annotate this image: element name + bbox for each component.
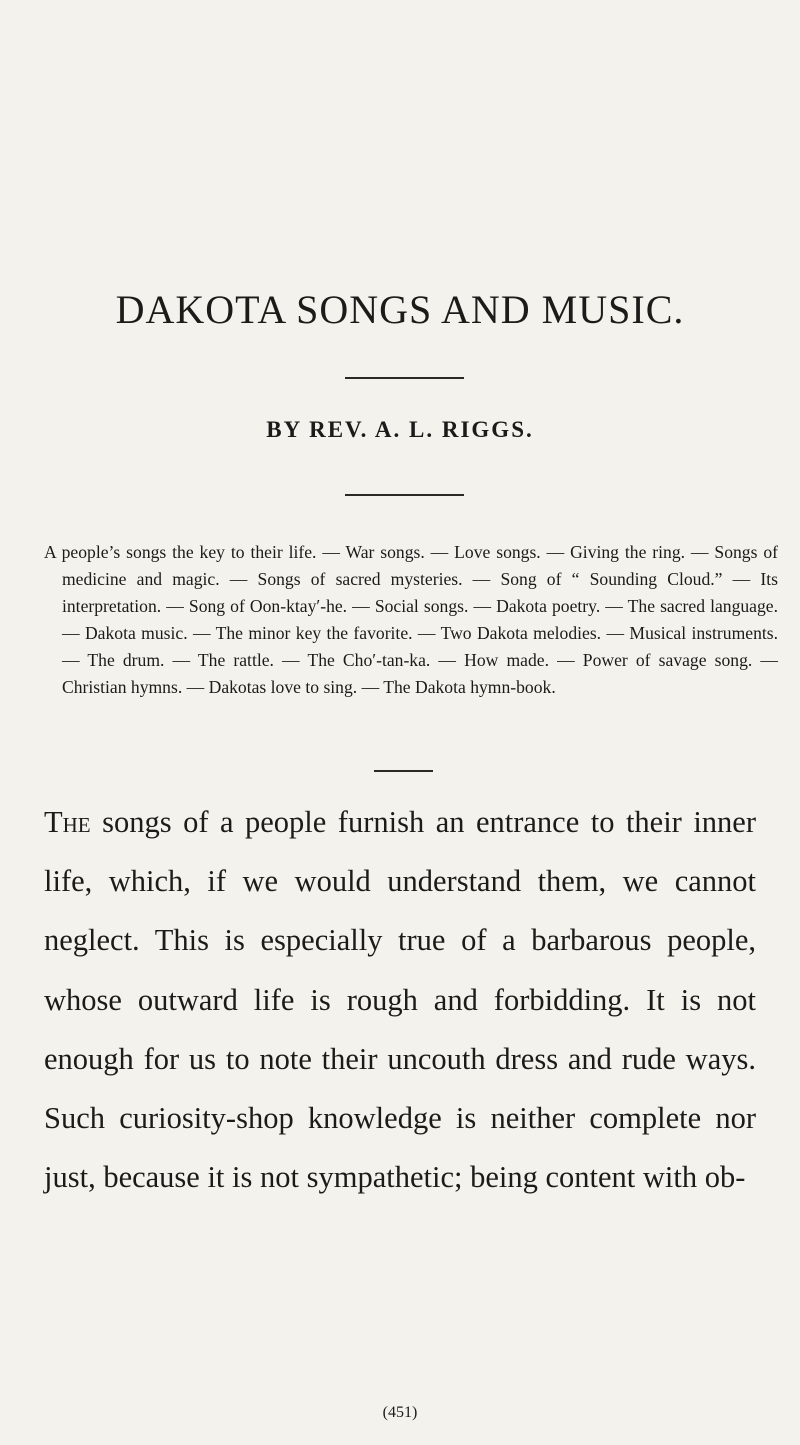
chapter-synopsis: A people’s songs the key to their life. — War songs. — Love songs. — Giving the ring. — Songs of medicine and magic. — Songs of sacred mysteries. — Song of “ Sounding Cloud.” — Its interpretation. — Song of Oon-ktay′-he. — Social songs. — Dakota poetry. — The sacred language. — Dakota music. — The minor key the favorite. — Two Dakota melodies. — Musical instruments. — The drum. — The rattle. — The Cho′-tan-ka. — How made. — Power of savage song. — Christian hymns. — Dakotas love to sing. — The Dakota hymn-book. — [44, 542, 778, 697]
byline-rule — [345, 494, 464, 496]
page-number: (451) — [382, 1404, 418, 1421]
section-rule — [374, 770, 433, 772]
opening-word: The — [44, 805, 91, 839]
author-byline: BY REV. A. L. RIGGS. — [266, 417, 534, 442]
paragraph-text: songs of a people furnish an entrance to their inner life, which, if we would understand them, we cannot neglect. This is especially true of a barbarous people, whose outward life is rough and forbidding. It is not enough for us to note their uncouth dress and rude ways. Such curiosity-shop knowledge is neither complete nor just, because it is not sympathetic; being content with ob- — [44, 805, 756, 1195]
title-rule — [345, 377, 464, 379]
body-paragraph — [44, 793, 756, 1207]
chapter-title: DAKOTA SONGS AND MUSIC. — [115, 287, 685, 332]
